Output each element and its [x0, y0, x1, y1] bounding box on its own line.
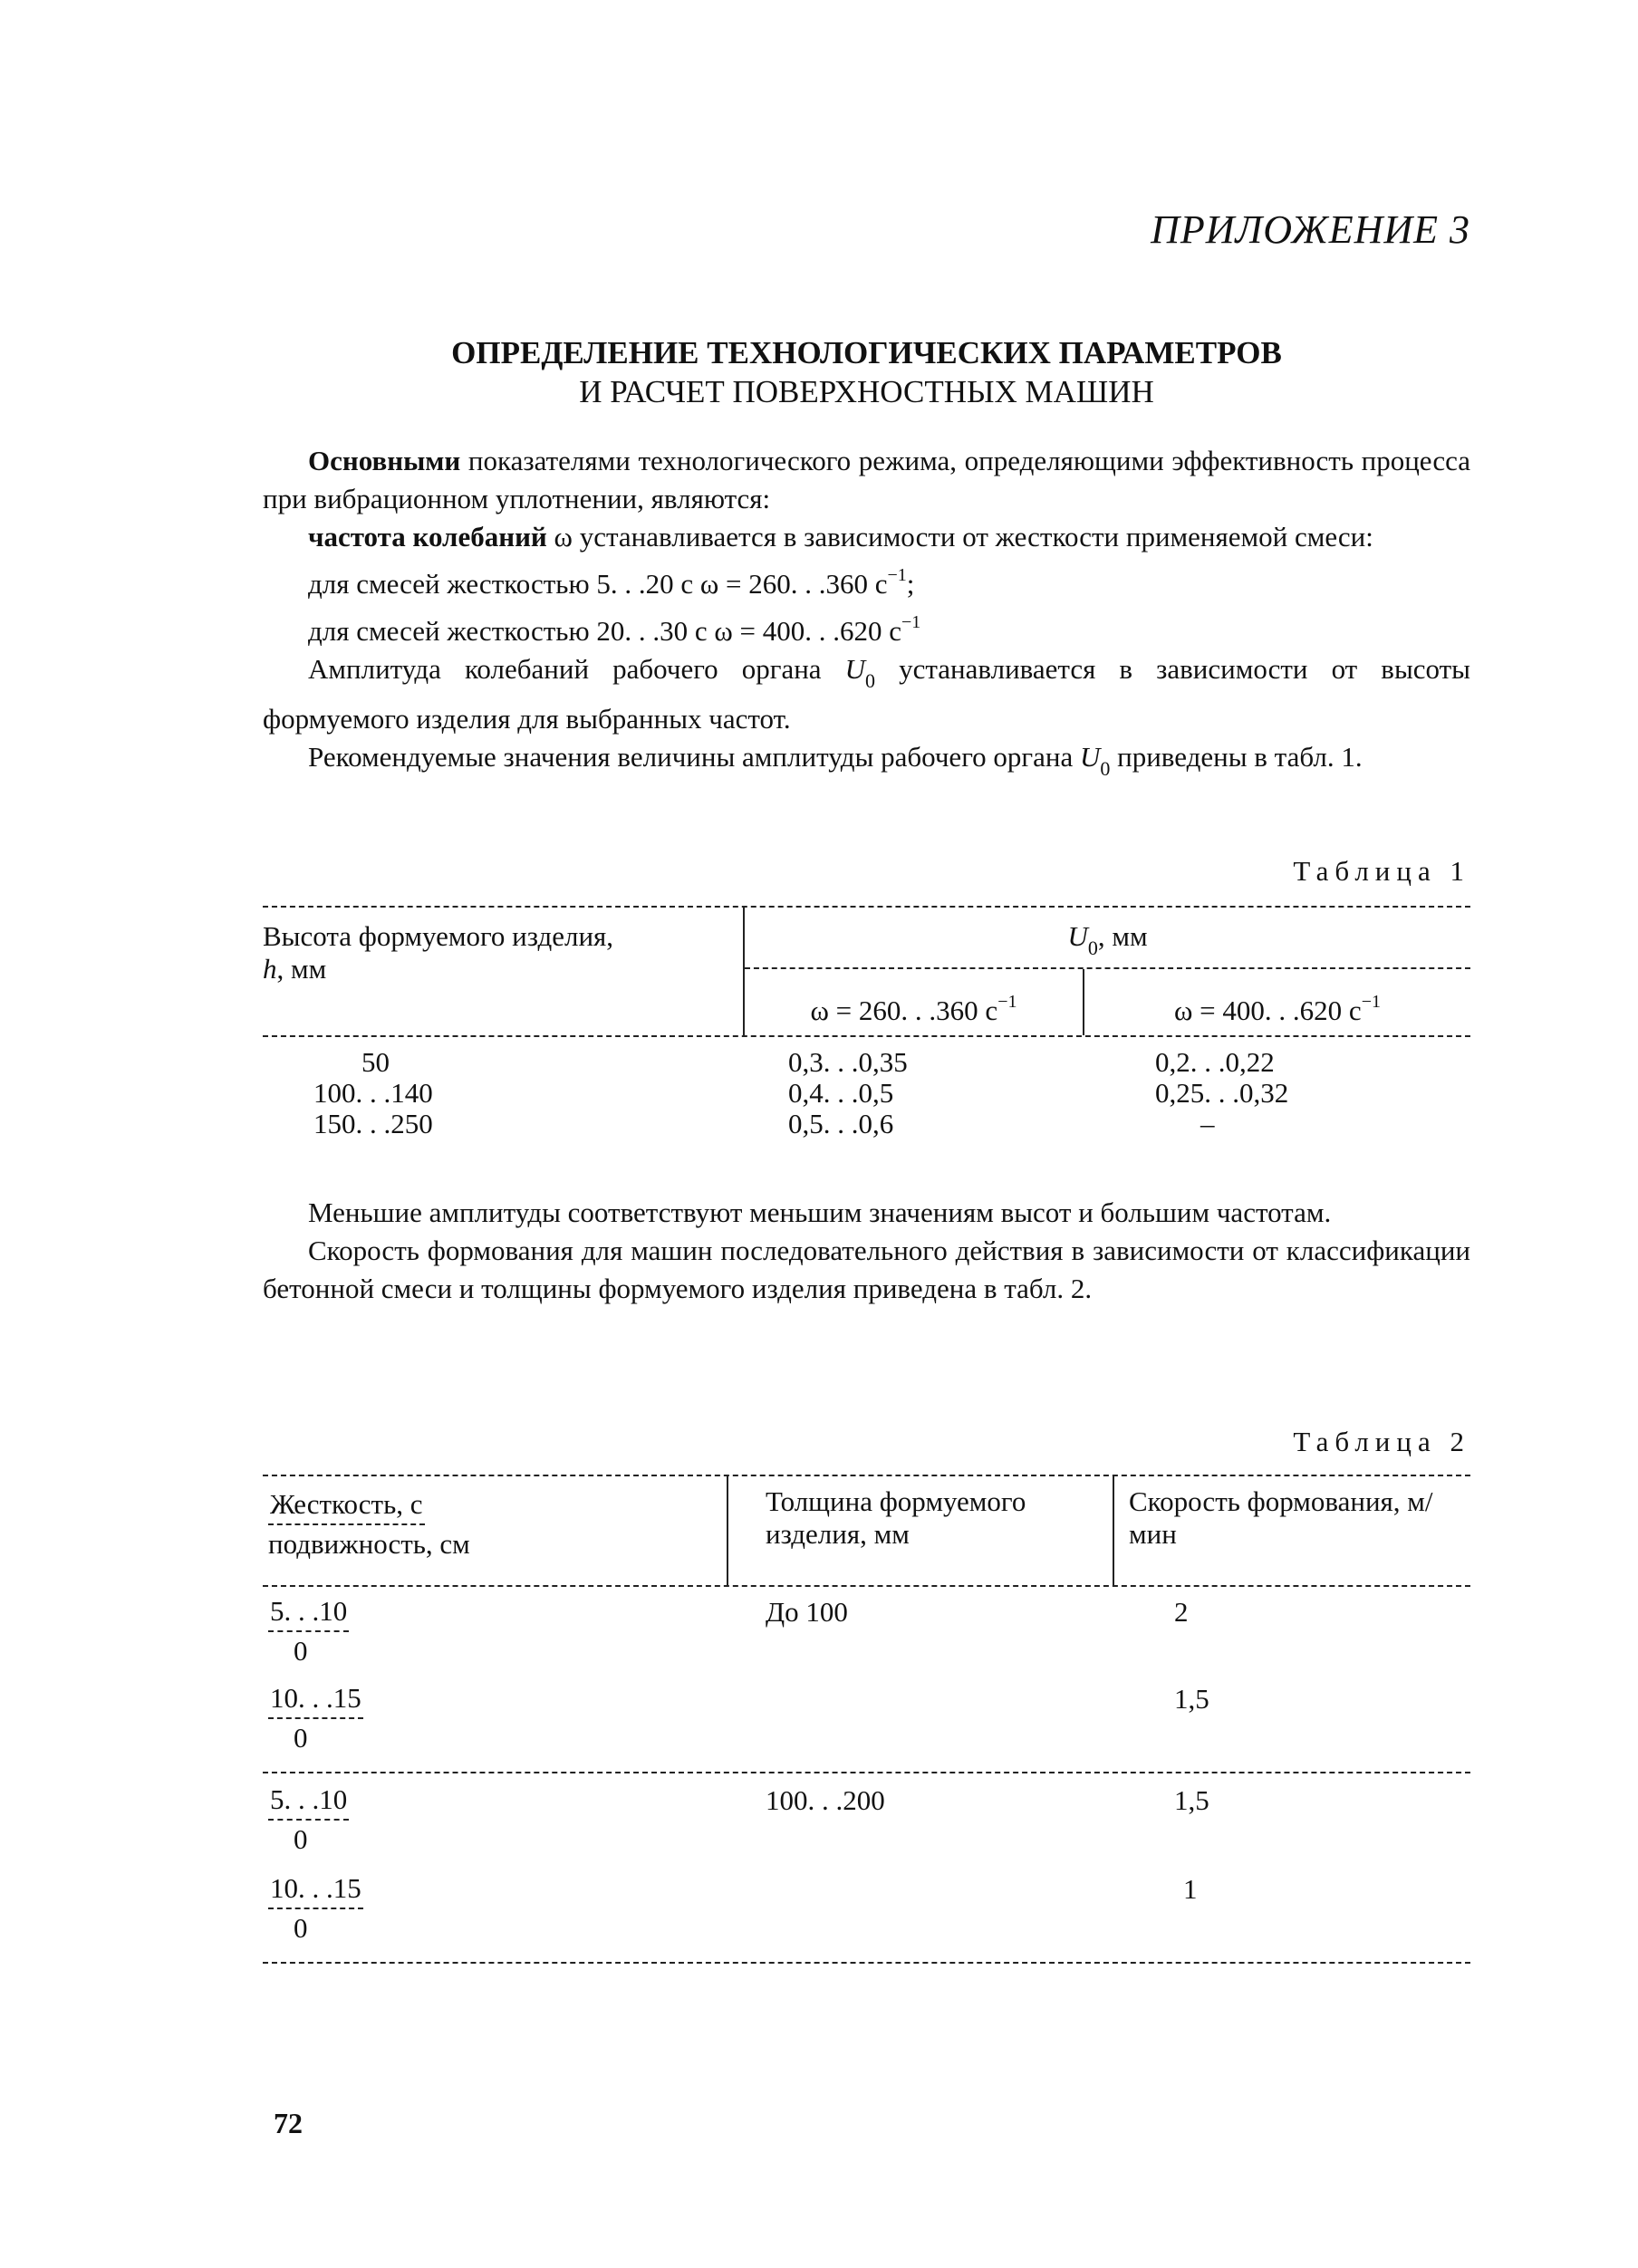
- paragraph-1: [263, 442, 1470, 518]
- table-2-cell-mobility-den: 0: [294, 1823, 308, 1855]
- table-row: [263, 1047, 1470, 1078]
- paragraph-6-sub: 0: [1100, 757, 1111, 780]
- table-2-cell-mobility-den: 0: [294, 1912, 308, 1944]
- table-1-header-freq-2: [1084, 985, 1470, 1027]
- table-2-cell-stiffness-num: 5. . .10: [268, 1592, 349, 1632]
- table-2-cell-stiffness-num: 10. . .15: [268, 1679, 363, 1719]
- paragraph-3: [263, 556, 1470, 603]
- title-line-1: ОПРЕДЕЛЕНИЕ ТЕХНОЛОГИЧЕСКИХ ПАРАМЕТРОВ: [451, 335, 1282, 370]
- table-1-top-rule: [263, 906, 1470, 908]
- table-2-header-stiffness: [268, 1485, 703, 1563]
- table-2-group-rule: [263, 1772, 1470, 1773]
- table-1-header-bottom-rule: [263, 1035, 1470, 1037]
- paragraph-2-bold: частота колебаний: [308, 521, 547, 553]
- table-1-header-freq-1-text: ω = 260. . .360 с: [810, 995, 998, 1026]
- paragraph-7: Меньшие амплитуды соответствуют меньшим значениям высот и большим частотам.: [308, 1196, 1332, 1228]
- page-title: [263, 333, 1470, 411]
- table-1-cell-amp-b: 0,25. . .0,32: [1155, 1077, 1289, 1109]
- table-row: [263, 1078, 1470, 1109]
- paragraph-4-sup: −1: [901, 612, 921, 632]
- paragraph-1-text: показателями технологического режима, определяющими эффективность процесса при вибрационном уплотнении, являются:: [263, 445, 1470, 514]
- paragraph-3-text: для смесей жесткостью 5. . .20 с ω = 260. . .360 с: [308, 568, 888, 600]
- table-2-cell-speed: 1,5: [1174, 1784, 1209, 1816]
- paragraph-6-b: приведены в табл. 1.: [1110, 741, 1363, 773]
- table-2-cell-speed: 2: [1174, 1596, 1189, 1628]
- table-1-cell-amp-a: 0,5. . .0,6: [788, 1108, 894, 1139]
- table-1-header-height-text: Высота формуемого изделия,: [263, 920, 614, 952]
- table-row: [268, 1869, 363, 1947]
- paragraph-5-var: U: [844, 653, 866, 685]
- page-number: 72: [274, 2107, 303, 2139]
- table-1-header-u-unit: , мм: [1097, 920, 1148, 952]
- paragraph-6: [263, 738, 1470, 788]
- table-2-cell-thickness: 100. . .200: [766, 1784, 885, 1816]
- paragraph-2: [263, 518, 1470, 556]
- table-row: [268, 1679, 363, 1757]
- table-2-top-rule: [263, 1475, 1470, 1476]
- table-2-cell-thickness: До 100: [766, 1596, 848, 1628]
- table-row: [268, 1781, 349, 1859]
- table-row: [263, 1109, 1470, 1139]
- table-2-cell-speed: 1,5: [1174, 1683, 1209, 1715]
- table-2-cell-stiffness-num: 5. . .10: [268, 1781, 349, 1821]
- table-1-cell-height: 50: [361, 1046, 390, 1078]
- table-1-cell-amp-b: –: [1200, 1108, 1215, 1139]
- paragraph-4-text: для смесей жесткостью 20. . .30 с ω = 400. . .620 с: [308, 615, 902, 647]
- table-2-bottom-rule: [263, 1962, 1470, 1964]
- paragraph-5-a: Амплитуда колебаний рабочего органа: [308, 653, 845, 685]
- paragraph-8: Скорость формования для машин последовательного действия в зависимости от классификации бетонной смеси и толщины формуемого изделия приведена в табл. 2.: [263, 1235, 1470, 1304]
- paragraph-4: [263, 603, 1470, 650]
- table-1-cell-amp-a: 0,3. . .0,35: [788, 1046, 908, 1078]
- paragraph-3-end: ;: [906, 568, 915, 600]
- table-1-label: Таблица 1: [1293, 855, 1470, 887]
- table-2-header-thickness: Толщина формуемого изделия, мм: [766, 1485, 1026, 1550]
- paragraph-3-sup: −1: [887, 565, 907, 585]
- table-1-header-height: [263, 920, 734, 985]
- paragraph-5-b: устанавливается в зависимости от высоты формуемого изделия для выбранных частот.: [263, 653, 1470, 735]
- table-1-cell-amp-a: 0,4. . .0,5: [788, 1077, 894, 1109]
- table-1-subheader-rule: [745, 967, 1470, 969]
- table-2-divider-1: [727, 1475, 728, 1585]
- paragraph-5-sub: 0: [865, 669, 876, 692]
- table-1-header-freq-2-sup: −1: [1361, 992, 1381, 1012]
- table-2-cell-speed: 1: [1183, 1873, 1198, 1905]
- appendix-label: ПРИЛОЖЕНИЕ 3: [1151, 207, 1470, 252]
- table-2-header-stiffness-den: подвижность, см: [268, 1528, 470, 1560]
- table-1-body: [263, 1047, 1470, 1139]
- paragraph-2-text: ω устанавливается в зависимости от жесткости применяемой смеси:: [546, 521, 1373, 553]
- intro-text: [263, 442, 1470, 788]
- table-2-header-speed: Скорость формования, м/мин: [1129, 1485, 1433, 1550]
- table-1-header-freq-1: [745, 985, 1083, 1027]
- paragraph-6-a: Рекомендуемые значения величины амплитуды рабочего органа: [308, 741, 1080, 773]
- table-2-cell-mobility-den: 0: [294, 1635, 308, 1667]
- table-1-cell-height: 100. . .140: [313, 1077, 433, 1109]
- table-1-header-h-var: h: [263, 953, 277, 985]
- table-2-header-bottom-rule: [263, 1585, 1470, 1587]
- table-2-divider-2: [1113, 1475, 1114, 1585]
- table-2-cell-stiffness-num: 10. . .15: [268, 1869, 363, 1909]
- title-line-2: И РАСЧЕТ ПОВЕРХНОСТНЫХ МАШИН: [579, 374, 1154, 409]
- paragraph-1-bold: Основными: [308, 445, 461, 476]
- paragraph-5: [263, 650, 1470, 738]
- table-1-header-freq-1-sup: −1: [997, 992, 1017, 1012]
- table-2-label: Таблица 2: [1293, 1426, 1470, 1457]
- table-2-cell-mobility-den: 0: [294, 1722, 308, 1754]
- table-1-header-u-sub: 0: [1087, 937, 1098, 959]
- table-1-header-height-unit-line: [263, 953, 734, 985]
- table-1-header-amplitude: [745, 920, 1470, 965]
- table-1-cell-height: 150. . .250: [313, 1108, 433, 1139]
- table-1-header-h-unit: , мм: [276, 953, 327, 985]
- table-2-header-stiffness-num: Жесткость, с: [268, 1485, 425, 1525]
- table-1-cell-amp-b: 0,2. . .0,22: [1155, 1046, 1275, 1078]
- table-1-header-freq-2-text: ω = 400. . .620 с: [1174, 995, 1362, 1026]
- middle-text: [263, 1194, 1470, 1308]
- table-1-header-u-var: U: [1067, 920, 1088, 952]
- table-row: [268, 1592, 349, 1670]
- paragraph-6-var: U: [1079, 741, 1101, 773]
